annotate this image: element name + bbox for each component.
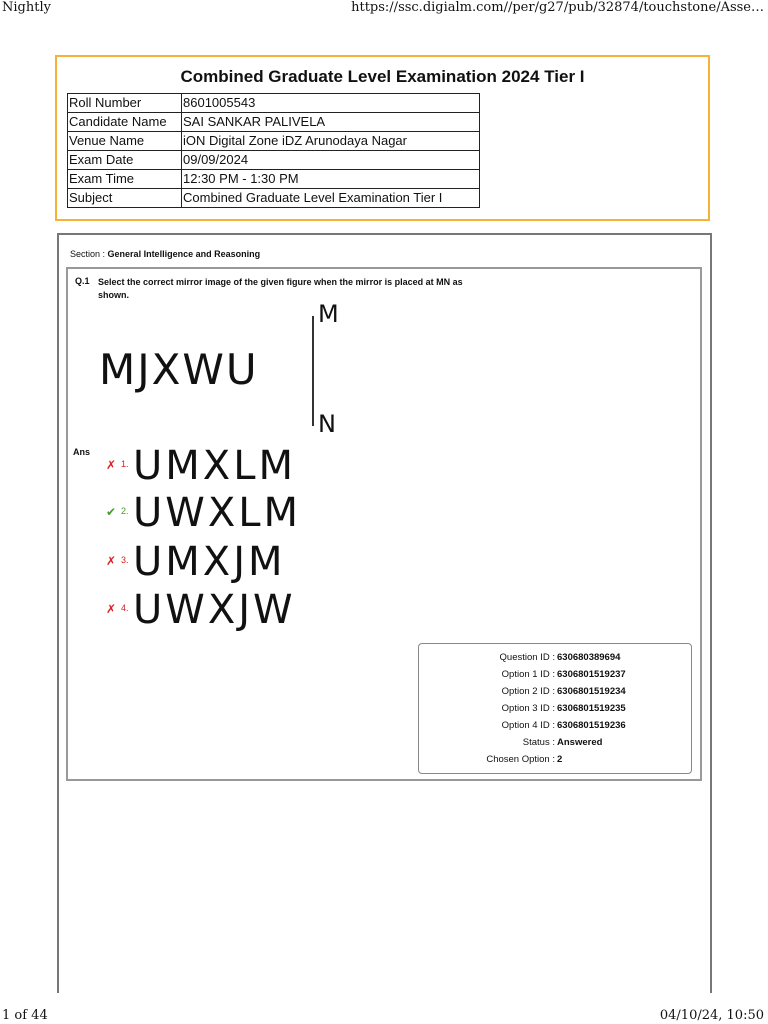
cross-icon: ✗ — [106, 554, 117, 568]
exam-title: Combined Graduate Level Examination 2024 Tier I — [180, 67, 585, 86]
meta-value: 6306801519234 — [557, 686, 626, 697]
venue-name-label: Venue Name — [68, 132, 182, 151]
meta-label: Option 3 ID : — [501, 703, 555, 714]
question-figure-word: MJXWU — [99, 345, 259, 394]
question-number: Q.1 — [75, 276, 90, 286]
candidate-info-table — [67, 93, 480, 208]
section-label — [70, 249, 260, 259]
table-row — [68, 94, 480, 113]
meta-label: Option 2 ID : — [501, 686, 555, 697]
meta-label: Chosen Option : — [486, 754, 555, 765]
option-text: UWXJW — [133, 587, 296, 633]
option-text: UMXLM — [133, 443, 296, 489]
table-row — [68, 170, 480, 189]
meta-value: 6306801519235 — [557, 703, 626, 714]
meta-row-chosen-option — [418, 751, 692, 768]
option-number: 2. — [121, 506, 129, 516]
meta-row-status — [418, 734, 692, 751]
meta-value: 6306801519236 — [557, 720, 626, 731]
option-text: UWXLM — [133, 490, 302, 536]
candidate-name-value: SAI SANKAR PALIVELA — [182, 113, 480, 132]
meta-label: Option 1 ID : — [501, 669, 555, 680]
question-text: Select the correct mirror image of the given figure when the mirror is placed at MN as shown. — [98, 277, 463, 300]
exam-info-box — [55, 55, 710, 221]
exam-time-label: Exam Time — [68, 170, 182, 189]
table-row — [68, 151, 480, 170]
exam-date-value: 09/09/2024 — [182, 151, 480, 170]
roll-number-label: Roll Number — [68, 94, 182, 113]
roll-number-value: 8601005543 — [182, 94, 480, 113]
candidate-name-label: Candidate Name — [68, 113, 182, 132]
option-text: UMXJM — [133, 539, 286, 585]
print-datetime: 04/10/24, 10:50 — [659, 1008, 764, 1023]
exam-date-label: Exam Date — [68, 151, 182, 170]
page-indicator: 1 of 44 — [2, 1008, 48, 1023]
status-value: Answered — [557, 737, 603, 748]
chosen-option-value: 2 — [557, 754, 563, 765]
meta-value: 630680389694 — [557, 652, 621, 663]
section-prefix: Section : — [70, 249, 106, 259]
browser-app-name: Nightly — [2, 0, 51, 15]
table-row — [68, 113, 480, 132]
cross-icon: ✗ — [106, 458, 117, 472]
exam-time-value: 12:30 PM - 1:30 PM — [182, 170, 480, 189]
meta-label: Status : — [522, 737, 555, 748]
subject-label: Subject — [68, 189, 182, 208]
option-number: 1. — [121, 459, 129, 469]
option-number: 4. — [121, 603, 129, 613]
table-row — [68, 189, 480, 208]
venue-name-value: iON Digital Zone iDZ Arunodaya Nagar — [182, 132, 480, 151]
mirror-label-bottom: N — [318, 410, 336, 438]
page-url: https://ssc.digialm.com//per/g27/pub/32874/touchstone/Asse… — [351, 0, 764, 15]
meta-label: Question ID : — [499, 652, 555, 663]
meta-value: 6306801519237 — [557, 669, 626, 680]
meta-row-option2-id — [418, 683, 692, 700]
subject-value: Combined Graduate Level Examination Tier I — [182, 189, 480, 208]
mirror-label-top: M — [318, 300, 339, 328]
cross-icon: ✗ — [106, 602, 117, 616]
meta-label: Option 4 ID : — [501, 720, 555, 731]
section-name: General Intelligence and Reasoning — [107, 249, 261, 259]
meta-row-option1-id — [418, 666, 692, 683]
answer-label: Ans — [73, 447, 91, 457]
option-number: 3. — [121, 555, 129, 565]
meta-row-option4-id — [418, 717, 692, 734]
table-row — [68, 132, 480, 151]
mirror-line — [312, 316, 314, 426]
meta-row-option3-id — [418, 700, 692, 717]
meta-row-question-id — [418, 649, 692, 666]
check-icon: ✔ — [106, 505, 117, 519]
